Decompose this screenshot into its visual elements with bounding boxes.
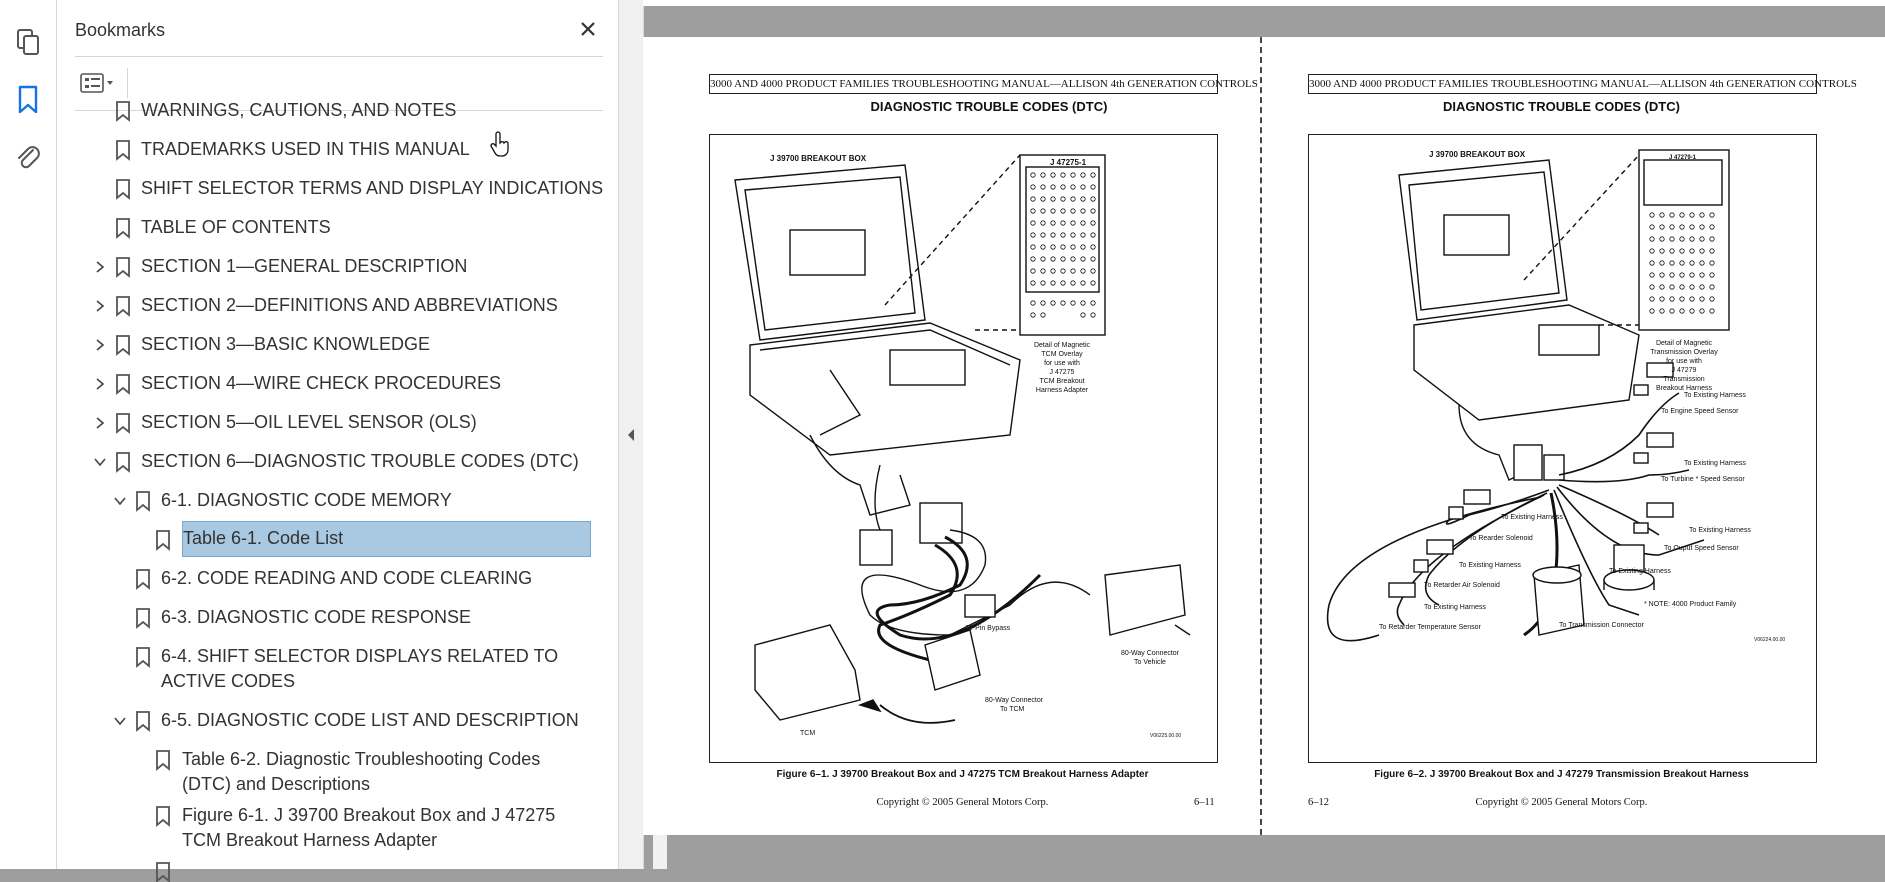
breakout-box-illustration <box>710 135 1217 762</box>
page-6-12 <box>1308 37 1868 835</box>
bookmark-icon <box>135 608 151 628</box>
chevron-right-icon[interactable] <box>93 377 107 391</box>
attachment-icon[interactable] <box>8 136 48 176</box>
fig-label: 80-Way Connector <box>1120 650 1180 657</box>
divider <box>75 56 603 57</box>
chevron-down-icon[interactable] <box>93 455 107 469</box>
bookmark-icon <box>135 647 151 667</box>
fig-label: Detail of Magnetic <box>1033 342 1091 349</box>
fig-label: 80-Way Connector <box>985 697 1044 704</box>
fig-label: J 47279 <box>1671 367 1697 374</box>
fig-label: V06225.00.00 <box>1150 733 1182 739</box>
tool-rail <box>0 0 57 869</box>
panel-title: Bookmarks <box>75 20 166 40</box>
fig-label: * NOTE: 4000 Product Family <box>1644 601 1737 608</box>
bookmark-icon <box>115 101 131 121</box>
panel-splitter[interactable] <box>618 0 644 869</box>
bookmark-label: TRADEMARKS USED IN THIS MANUAL <box>141 139 470 159</box>
bookmark-label: Figure 6-1. J 39700 Breakout Box and J 47275 TCM Breakout Harness Adapter <box>182 805 556 850</box>
fig-label: J 47279-1 <box>1669 155 1697 161</box>
bookmark-icon <box>115 335 131 355</box>
document-top-strip <box>643 0 1885 6</box>
page-number: 6–11 <box>1194 797 1215 808</box>
running-header: 3000 AND 4000 PRODUCT FAMILIES TROUBLESHOOTING MANUAL—ALLISON 4th GENERATION CONTROLS <box>709 74 1218 94</box>
bookmark-icon <box>155 530 171 550</box>
bookmark-icon[interactable] <box>8 80 48 120</box>
bookmark-label: SECTION 1—GENERAL DESCRIPTION <box>141 256 468 276</box>
fig-label: Detail of Magnetic <box>1655 340 1713 347</box>
bookmark-label: TABLE OF CONTENTS <box>141 217 331 237</box>
fig-label: Transmission <box>1663 376 1705 383</box>
figure-6-1 <box>709 134 1218 763</box>
page-heading: DIAGNOSTIC TROUBLE CODES (DTC) <box>1443 99 1680 114</box>
figure-6-2 <box>1308 134 1817 763</box>
fig-label: TCM Overlay <box>1041 351 1083 358</box>
figure-caption: Figure 6–1. J 39700 Breakout Box and J 47275 TCM Breakout Harness Adapter <box>776 769 1149 780</box>
fig-label: Breakout Harness <box>1655 385 1713 392</box>
fig-label: To Retarder Air Solenoid <box>1424 582 1500 589</box>
bookmark-label: SECTION 6—DIAGNOSTIC TROUBLE CODES (DTC) <box>141 451 579 471</box>
fig-label: J 39700 BREAKOUT BOX <box>1429 150 1526 159</box>
collapse-left-icon[interactable] <box>626 428 636 442</box>
fig-label: 16-Pin Bypass <box>965 625 1011 632</box>
page-heading: DIAGNOSTIC TROUBLE CODES (DTC) <box>870 99 1108 114</box>
fig-label: To Existing Harness <box>1684 460 1746 467</box>
page-number: 6–12 <box>1308 797 1329 808</box>
bookmark-icon <box>135 569 151 589</box>
bookmark-label: 6-4. SHIFT SELECTOR DISPLAYS RELATED TO ACTIVE CODES <box>161 646 559 691</box>
fig-label: To Existing Harness <box>1424 604 1486 611</box>
bookmark-icon <box>155 750 171 770</box>
bookmark-icon <box>115 140 131 160</box>
fig-label: To Transmission Connector <box>1559 622 1644 629</box>
bookmark-icon <box>115 374 131 394</box>
fig-label: J 47275 <box>1049 369 1075 376</box>
chevron-down-icon[interactable] <box>113 494 127 508</box>
fig-label: To Engine Speed Sensor <box>1661 408 1739 415</box>
chevron-right-icon[interactable] <box>93 299 107 313</box>
bookmark-label: SECTION 4—WIRE CHECK PROCEDURES <box>141 373 502 393</box>
chevron-right-icon[interactable] <box>93 260 107 274</box>
fig-label: To Existing Harness <box>1501 514 1563 521</box>
fig-label: To Turbine * Speed Sensor <box>1661 476 1745 483</box>
fig-label: Harness Adapter <box>1035 387 1089 394</box>
fig-label: To Existing Harness <box>1459 562 1521 569</box>
bookmark-label: 6-2. CODE READING AND CODE CLEARING <box>161 568 533 588</box>
bookmark-icon <box>115 218 131 238</box>
fig-label: To Existing Harness <box>1684 392 1746 399</box>
bookmark-label: SHIFT SELECTOR TERMS AND DISPLAY INDICATIONS <box>141 178 604 198</box>
bookmark-tree[interactable] <box>75 100 604 869</box>
fig-label: To Existing Harness <box>1609 568 1671 575</box>
running-header: 3000 AND 4000 PRODUCT FAMILIES TROUBLESHOOTING MANUAL—ALLISON 4th GENERATION CONTROLS <box>1308 74 1817 94</box>
transmission-harness-illustration <box>1309 135 1816 762</box>
bookmark-label: SECTION 3—BASIC KNOWLEDGE <box>141 334 431 354</box>
bookmark-label: Table 6-2. Diagnostic Troubleshooting Codes (DTC) and Descriptions <box>182 749 541 794</box>
fig-label: TCM <box>800 730 816 737</box>
bookmark-icon <box>155 806 171 826</box>
bookmark-icon <box>135 491 151 511</box>
divider <box>127 68 128 98</box>
fig-label: To Existing Harness <box>1689 527 1751 534</box>
page-6-11 <box>709 37 1269 835</box>
fig-label: for use with <box>1044 360 1080 367</box>
close-icon[interactable] <box>573 14 603 44</box>
chevron-right-icon[interactable] <box>93 338 107 352</box>
fig-label: To Ouput Speed Sensor <box>1664 545 1739 552</box>
bookmark-icon <box>135 711 151 731</box>
page-thumbnails-icon[interactable] <box>8 22 48 62</box>
document-view[interactable] <box>643 37 1885 835</box>
bookmark-icon <box>115 179 131 199</box>
figure-caption: Figure 6–2. J 39700 Breakout Box and J 47279 Transmission Breakout Harness <box>1374 769 1749 780</box>
bookmark-label-selected: Table 6-1. Code List <box>182 521 591 557</box>
bookmark-icon <box>115 452 131 472</box>
fig-label: To Rearder Solenoid <box>1469 535 1533 542</box>
fig-label: Transmission Overlay <box>1650 349 1718 356</box>
bookmark-icon <box>115 257 131 277</box>
bookmark-icon <box>155 862 171 882</box>
page-footer-copyright: Copyright © 2005 General Motors Corp. <box>876 797 1049 808</box>
hand-cursor-icon <box>489 132 511 158</box>
bookmark-label: WARNINGS, CAUTIONS, AND NOTES <box>141 100 457 120</box>
bookmarks-panel <box>57 0 618 869</box>
fig-label: TCM Breakout <box>1039 378 1085 385</box>
bookmark-icon <box>115 296 131 316</box>
bookmark-label: SECTION 5—OIL LEVEL SENSOR (OLS) <box>141 412 477 432</box>
fig-label: J 39700 BREAKOUT BOX <box>770 154 867 163</box>
bookmark-icon <box>115 413 131 433</box>
bookmark-label: 6-3. DIAGNOSTIC CODE RESPONSE <box>161 607 472 627</box>
bookmark-label: SECTION 2—DEFINITIONS AND ABBREVIATIONS <box>141 295 558 315</box>
fig-label: To TCM <box>1000 706 1025 713</box>
fig-label: J 47275-1 <box>1050 158 1087 167</box>
page-footer-copyright: Copyright © 2005 General Motors Corp. <box>1475 797 1648 808</box>
bookmark-label: 6-1. DIAGNOSTIC CODE MEMORY <box>161 490 452 510</box>
bookmark-label: 6-5. DIAGNOSTIC CODE LIST AND DESCRIPTION <box>161 710 579 730</box>
fig-label: for use with <box>1666 358 1702 365</box>
fig-label: To Vehicle <box>1134 659 1166 666</box>
chevron-down-icon[interactable] <box>113 714 127 728</box>
chevron-right-icon[interactable] <box>93 416 107 430</box>
fig-label: To Retarder Temperature Sensor <box>1379 624 1481 631</box>
options-list-icon[interactable] <box>75 66 121 100</box>
fig-label: V06224.00.00 <box>1754 637 1786 643</box>
